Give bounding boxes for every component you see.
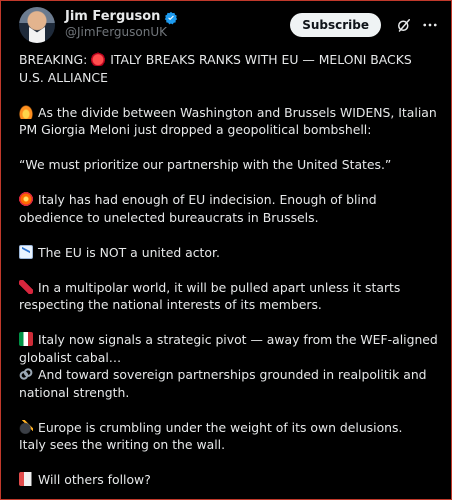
- link-icon: [19, 367, 33, 381]
- handle[interactable]: @JimFergusonUK: [65, 25, 167, 40]
- post-paragraph: [19, 104, 439, 139]
- post-text: And toward sovereign partnerships grounded in realpolitik and national strength.: [19, 367, 427, 400]
- loudspeaker-icon: [19, 472, 33, 486]
- post-text: As the divide between Washington and Brussels WIDENS, Italian PM Giorgia Meloni just dropped a geopolitical bombshell:: [19, 104, 437, 137]
- post-paragraph: [19, 279, 439, 314]
- author-block[interactable]: [65, 10, 178, 40]
- post-text: Italy now signals a strategic pivot — away from the WEF-aligned globalist cabal…: [19, 332, 438, 365]
- collision-icon: [19, 192, 33, 206]
- post-paragraph: [19, 156, 439, 174]
- post-header: [19, 5, 441, 45]
- post-text: The EU is NOT a united actor.: [38, 244, 220, 260]
- breaking-headline: ITALY BREAKS RANKS WITH EU — MELONI BACKS U.S. ALLIANCE: [19, 52, 412, 85]
- post-line: [19, 331, 439, 366]
- subscribe-button[interactable]: Subscribe: [290, 13, 381, 37]
- post-paragraph: [19, 51, 439, 86]
- name-row: [65, 10, 178, 25]
- post-line: [19, 419, 439, 437]
- post-text: Will others follow?: [38, 472, 151, 487]
- verified-icon: [164, 11, 178, 25]
- post-text: Italy has had enough of EU indecision. Enough of blind obedience to unelected bureaucrats in Brussels.: [19, 192, 377, 225]
- post-paragraph: [19, 244, 439, 262]
- post-paragraph: [19, 191, 439, 226]
- post-paragraph: [19, 419, 439, 454]
- post-line: [19, 366, 439, 401]
- grok-icon[interactable]: [393, 14, 415, 36]
- post-body: [19, 51, 439, 500]
- more-icon[interactable]: [419, 14, 441, 36]
- display-name[interactable]: Jim Ferguson: [65, 9, 161, 25]
- post-line: [19, 436, 439, 454]
- fire-icon: [19, 105, 33, 119]
- post-paragraph: [19, 331, 439, 401]
- post-text: Europe is crumbling under the weight of its own delusions.: [38, 419, 403, 435]
- italy-flag-icon: [19, 332, 33, 346]
- bomb-icon: [19, 420, 33, 434]
- breaking-label: BREAKING:: [19, 52, 92, 67]
- avatar[interactable]: [19, 7, 55, 43]
- firecracker-icon: [19, 280, 33, 294]
- post-paragraph: [19, 471, 439, 489]
- siren-icon: [91, 52, 105, 66]
- post-text: Italy sees the writing on the wall.: [19, 437, 226, 452]
- chart-down-icon: [19, 245, 33, 259]
- quote-text: “We must prioritize our partnership with the United States.”: [19, 157, 392, 172]
- post-text: In a multipolar world, it will be pulled apart unless it starts respecting the national interests of its members.: [19, 279, 401, 312]
